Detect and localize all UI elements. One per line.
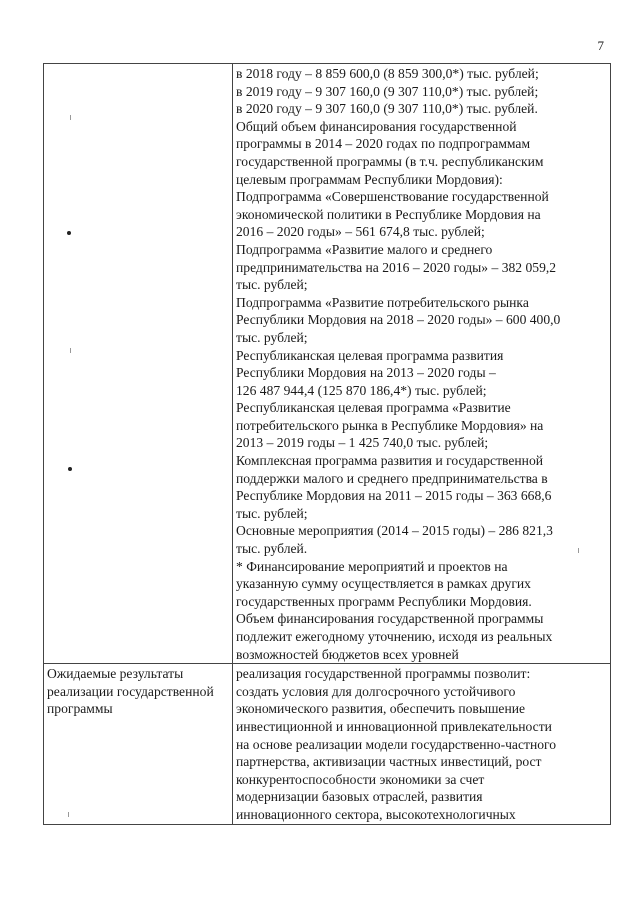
financing-text-line: государственных программ Республики Мордовия. xyxy=(236,593,532,609)
results-text-line: конкурентоспособности экономики за счет xyxy=(236,771,485,787)
financing-text-line: подлежит ежегодному уточнению, исходя из реальных xyxy=(236,629,553,644)
financing-text-line: Комплексная программа развития и государственной xyxy=(236,453,544,469)
financing-text-line: Основные мероприятия (2014 – 2015 годы) – 286 821,3 xyxy=(236,523,553,539)
financing-text-line: в 2019 году – 9 307 160,0 (9 307 110,0*) тыс. рублей; xyxy=(236,83,539,99)
financing-text-line: Республики Мордовия на 2018 – 2020 годы» – 600 400,0 xyxy=(236,312,561,328)
financing-text-line: предпринимательства на 2016 – 2020 годы» – 382 059,2 xyxy=(236,259,557,275)
results-text-line: партнерства, активизации частных инвестиций, рост xyxy=(236,754,542,770)
financing-text-line: Подпрограмма «Развитие потребительского рынка xyxy=(236,294,529,310)
results-label-line: реализации государственной xyxy=(47,683,214,699)
financing-text-line: 2016 – 2020 годы» – 561 674,8 тыс. рублей; xyxy=(236,224,485,240)
results-content-cell xyxy=(233,664,611,824)
financing-text-line: Подпрограмма «Совершенствование государственной xyxy=(236,189,549,205)
financing-text-line: программы в 2014 – 2020 годах по подпрограммам xyxy=(236,136,531,152)
financing-text-line: экономической политики в Республике Мордовия на xyxy=(236,206,541,222)
financing-text-line: возможностей бюджетов всех уровней xyxy=(236,646,459,662)
financing-text-line: Республиканская целевая программа «Развитие xyxy=(236,400,511,416)
scan-dot-mark xyxy=(68,467,72,471)
page-number: 7 xyxy=(597,38,604,53)
financing-text-line: Объем финансирования государственной программы xyxy=(236,611,544,627)
left-cell-empty xyxy=(44,64,233,664)
financing-text-line: тыс. рублей; xyxy=(236,329,308,345)
results-text-line: реализация государственной программы позволит: xyxy=(236,666,531,682)
scan-tick-mark xyxy=(578,548,579,553)
financing-text-line: потребительского рынка в Республике Мордовия» на xyxy=(236,417,544,433)
scan-tick-mark xyxy=(68,812,69,817)
financing-text-line: Республике Мордовия на 2011 – 2015 годы – 363 668,6 xyxy=(236,488,552,504)
results-text-line: инвестиционной и инновационной привлекательности xyxy=(236,718,552,734)
results-text-line: создать условия для долгосрочного устойчивого xyxy=(236,683,516,699)
results-label-line: программы xyxy=(47,701,113,717)
results-label-cell xyxy=(44,664,233,824)
financing-cell xyxy=(233,64,611,664)
financing-text-line: * Финансирование мероприятий и проектов на xyxy=(236,558,508,574)
financing-text xyxy=(236,64,607,663)
financing-text-line: в 2018 году – 8 859 600,0 (8 859 300,0*) тыс. рублей; xyxy=(236,66,539,81)
results-label-line: Ожидаемые результаты xyxy=(47,666,184,682)
financing-text-line: тыс. рублей; xyxy=(236,277,308,293)
financing-text-line: Подпрограмма «Развитие малого и среднего xyxy=(236,241,493,257)
financing-text-line: Республики Мордовия на 2013 – 2020 годы – xyxy=(236,365,496,381)
financing-text-line: тыс. рублей; xyxy=(236,505,308,521)
results-text-line: экономического развития, обеспечить повышение xyxy=(236,701,526,717)
financing-text-line: тыс. рублей. xyxy=(236,541,308,557)
passport-table xyxy=(43,63,611,825)
financing-text-line: указанную сумму осуществляется в рамках других xyxy=(236,576,531,592)
results-label xyxy=(47,664,229,718)
results-text-line: на основе реализации модели государственно-частного xyxy=(236,736,557,752)
results-text-line: модернизации базовых отраслей, развития xyxy=(236,789,483,805)
financing-text-line: в 2020 году – 9 307 160,0 (9 307 110,0*) тыс. рублей. xyxy=(236,101,538,117)
results-text-line: инновационного сектора, высокотехнологичных xyxy=(236,806,516,822)
financing-text-line: 2013 – 2019 годы – 1 425 740,0 тыс. рублей; xyxy=(236,435,489,451)
financing-text-line: государственной программы (в т.ч. республиканским xyxy=(236,153,544,169)
scan-dot-mark xyxy=(67,231,71,235)
scan-tick-mark xyxy=(70,115,71,120)
results-text xyxy=(236,664,607,823)
table-row-financing xyxy=(44,64,611,664)
table-row-results xyxy=(44,664,611,824)
financing-text-line: Общий объем финансирования государственной xyxy=(236,118,517,134)
scan-tick-mark xyxy=(70,348,71,353)
financing-text-line: Республиканская целевая программа развития xyxy=(236,347,504,363)
financing-text-line: 126 487 944,4 (125 870 186,4*) тыс. рублей; xyxy=(236,382,487,398)
financing-text-line: целевым программам Республики Мордовия): xyxy=(236,171,503,187)
financing-text-line: поддержки малого и среднего предпринимательства в xyxy=(236,470,548,486)
